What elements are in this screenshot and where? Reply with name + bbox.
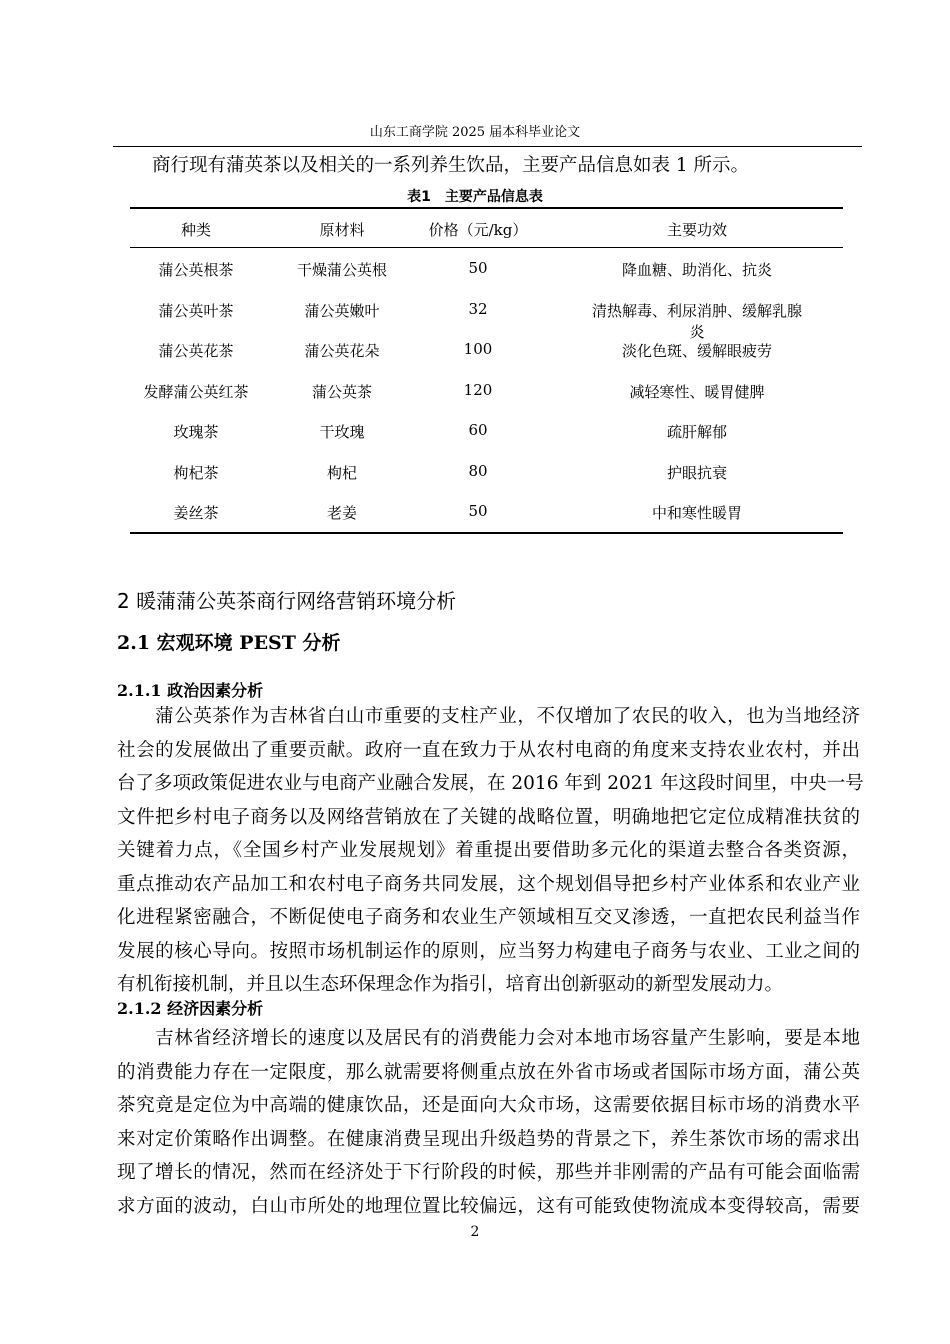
table-cell: 降血糖、助消化、抗炎 bbox=[621, 261, 772, 279]
text-line: 重点推动农产品加工和农村电子商务共同发展，这个规划倡导把乡村产业体系和农业产业 bbox=[117, 873, 860, 895]
table-cell: 疏肝解郁 bbox=[666, 423, 727, 441]
table-bottom-rule bbox=[130, 532, 843, 534]
section-heading-2-1-1: 2.1.1 政治因素分析 bbox=[117, 681, 264, 700]
text-line: 文件把乡村电子商务以及网络营销放在了关键的战略位置，明确地把它定位成精准扶贫的 bbox=[117, 806, 860, 828]
table-cell: 蒲公英根茶 bbox=[158, 261, 234, 279]
column-header: 主要功效 bbox=[666, 221, 727, 239]
text-line: 茶究竟是定位为中高端的健康饮品，还是面向大众市场，这需要依据目标市场的消费水平 bbox=[117, 1095, 860, 1116]
table-cell: 120 bbox=[463, 380, 493, 399]
column-header: 原材料 bbox=[319, 221, 365, 239]
text-line: 关键着力点，《全国乡村产业发展规划》着重提出要借助多元化的渠道去整合各类资源， bbox=[117, 840, 860, 861]
table-cell: 蒲公英嫩叶 bbox=[304, 301, 380, 320]
table-cell: 100 bbox=[463, 340, 493, 358]
text-line: 的消费能力存在一定限度，那么就需要将侧重点放在外省市场或者国际市场方面，蒲公英 bbox=[117, 1061, 860, 1083]
table-cell: 50 bbox=[468, 259, 488, 277]
text-line: 来对定价策略作出调整。在健康消费呈现出升级趋势的背景之下，养生茶饮市场的需求出 bbox=[117, 1128, 860, 1150]
text-line: 蒲公英茶作为吉林省白山市重要的支柱产业，不仅增加了农民的收入，也为当地经济 bbox=[117, 706, 860, 727]
intro-text: 商行现有蒲英茶以及相关的一系列养生饮品，主要产品信息如表 1 所示。 bbox=[152, 155, 750, 176]
text-line: 现了增长的情况，然而在经济处于下行阶段的时候，那些并非刚需的产品有可能会面临需 bbox=[117, 1162, 860, 1183]
column-header: 种类 bbox=[180, 221, 211, 239]
header-rule bbox=[113, 146, 862, 147]
table-caption: 表1 主要产品信息表 bbox=[407, 189, 543, 205]
text-line: 有机衔接机制，并且以生态环保理念作为指引，培育出创新驱动的新型发展动力。 bbox=[117, 974, 784, 995]
table-cell: 干玫瑰 bbox=[319, 423, 365, 441]
text-line: 台了多项政策促进农业与电商产业融合发展，在 2016 年到 2021 年这段时间里，中央一号 bbox=[117, 773, 864, 794]
table-cell: 32 bbox=[468, 299, 488, 318]
section-heading-2-1: 2.1 宏观环境 PEST 分析 bbox=[117, 632, 341, 654]
table-cell: 护眼抗衰 bbox=[666, 463, 727, 482]
table-cell: 干燥蒲公英根 bbox=[296, 261, 387, 279]
table-cell: 枸杞茶 bbox=[173, 463, 219, 482]
table-cell: 老姜 bbox=[326, 504, 357, 522]
page-number: 2 bbox=[470, 1224, 480, 1240]
section-heading-2-1-2: 2.1.2 经济因素分析 bbox=[117, 999, 264, 1018]
text-line: 求方面的波动，白山市所处的地理位置比较偏远，这有可能致使物流成本变得较高，需要 bbox=[117, 1195, 860, 1217]
text-line: 社会的发展做出了重要贡献。政府一直在致力于从农村电商的角度来支持农业农村，并出 bbox=[117, 739, 860, 761]
table-cell: 蒲公英花朵 bbox=[304, 342, 380, 360]
table-cell: 清热解毒、利尿消肿、缓解乳腺炎 bbox=[591, 301, 802, 341]
table-cell: 减轻寒性、暖胃健脾 bbox=[629, 382, 765, 401]
table-cell: 50 bbox=[468, 502, 488, 520]
text-line: 吉林省经济增长的速度以及居民有的消费能力会对本地市场容量产生影响，要是本地 bbox=[117, 1028, 860, 1049]
text-line: 化进程紧密融合，不断促使电子商务和农业生产领域相互交叉渗透，一直把农民利益当作 bbox=[117, 907, 860, 928]
table-cell: 淡化色斑、缓解眼疲劳 bbox=[621, 342, 772, 360]
table-cell: 蒲公英叶茶 bbox=[158, 301, 234, 320]
text-line: 发展的核心导向。按照市场机制运作的原则，应当努力构建电子商务与农业、工业之间的 bbox=[117, 940, 860, 962]
column-header: 价格（元/kg） bbox=[428, 221, 528, 239]
running-header: 山东工商学院 2025 届本科毕业论文 bbox=[369, 125, 581, 140]
table-cell: 中和寒性暖胃 bbox=[651, 504, 742, 522]
table-cell: 蒲公英茶 bbox=[311, 382, 372, 401]
section-heading-2: 2 暖蒲蒲公英茶商行网络营销环境分析 bbox=[117, 589, 457, 613]
table-cell: 60 bbox=[468, 421, 488, 439]
table-cell: 枸杞 bbox=[326, 463, 357, 482]
table-cell: 发酵蒲公英红茶 bbox=[143, 382, 249, 401]
table-cell: 80 bbox=[468, 461, 488, 480]
table-cell: 蒲公英花茶 bbox=[158, 342, 234, 360]
table-cell: 玫瑰茶 bbox=[173, 423, 219, 441]
table-cell: 姜丝茶 bbox=[173, 504, 219, 522]
table-header-rule bbox=[130, 247, 843, 248]
table-top-rule bbox=[130, 207, 843, 209]
